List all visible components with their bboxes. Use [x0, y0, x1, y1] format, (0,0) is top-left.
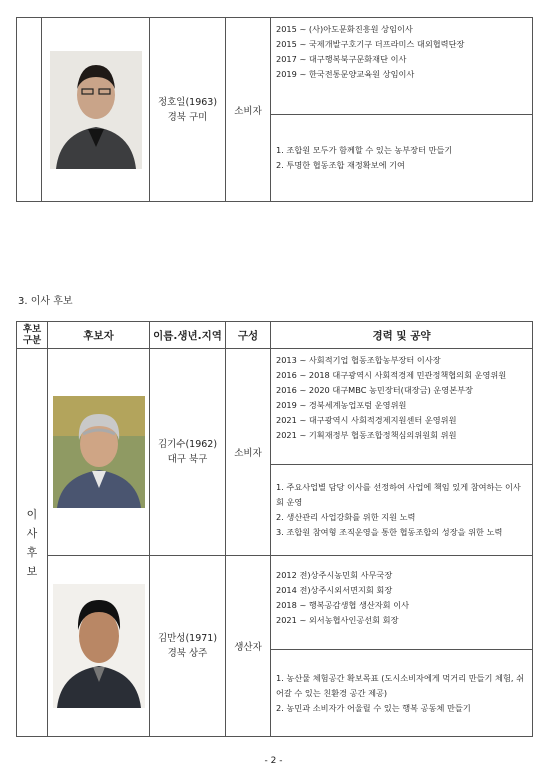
header-career: 경력 및 공약	[271, 322, 533, 349]
career-list	[271, 556, 533, 650]
section-title: 3. 이사 후보	[18, 296, 73, 307]
pledge-item: 1. 주요사업별 담당 이사를 선정하여 사업에 책임 있게 참여하는 이사회 운영	[276, 482, 521, 507]
career-item: 2014 전)상주시외서면지회 회장	[276, 585, 393, 595]
gubun-char: 보	[26, 564, 38, 578]
candidate-name: 김기수(1962)	[157, 439, 218, 450]
candidate-info	[150, 556, 226, 737]
gubun-char: 이	[26, 507, 38, 521]
director-candidate-table	[16, 321, 533, 737]
career-item: 2015 ~ (사)아도문화진흥원 상임이사	[276, 24, 413, 34]
gubun-label	[17, 349, 48, 737]
career-item: 2016 ~ 2018 대구광역시 사회적경제 민관정책협의회 운영위원	[276, 370, 507, 380]
candidate-table-continued	[16, 17, 533, 202]
candidate-region: 경북 구미	[167, 111, 208, 123]
candidate-photo	[53, 396, 145, 508]
gubun-char: 후	[26, 545, 38, 559]
candidate-info	[150, 349, 226, 556]
pledge-item: 3. 조합원 참여형 조직운영을 통한 협동조합의 성장을 위한 노력	[276, 527, 503, 537]
gubun-char: 사	[26, 526, 38, 540]
candidate-region: 대구 북구	[167, 454, 208, 465]
pledge-item: 2. 생산관리 사업강화를 위한 지원 노력	[276, 512, 416, 522]
candidate-info	[150, 18, 226, 202]
career-item: 2021 ~ 대구광역시 사회적경제지원센터 운영위원	[276, 415, 457, 425]
pledge-item: 2. 농민과 소비자가 어울릴 수 있는 행복 공동체 만들기	[276, 702, 471, 713]
career-item: 2019 ~ 한국전통문양교육원 상임이사	[276, 69, 415, 79]
pledge-item: 2. 투명한 협동조합 재정확보에 기여	[276, 160, 405, 170]
career-item: 2019 ~ 경북세계농업포럼 운영위원	[276, 400, 407, 410]
pledge-list	[271, 115, 533, 202]
candidate-photo	[50, 51, 142, 169]
career-item: 2021 ~ 외서농협사인공선회 회장	[276, 615, 399, 625]
career-item: 2013 ~ 사회적기업 협동조합농부장터 이사장	[276, 355, 441, 365]
candidate-role: 소비자	[226, 349, 271, 556]
candidate-region: 경북 상주	[167, 648, 208, 659]
pledge-list	[271, 465, 533, 556]
career-item: 2018 ~ 행복공감생협 생산자회 이사	[276, 600, 410, 610]
candidate-role: 생산자	[226, 556, 271, 737]
header-candidate: 후보자	[48, 322, 150, 349]
career-item: 2021 ~ 기획재정부 협동조합정책심의위원회 위원	[276, 430, 457, 440]
page-number: - 2 -	[264, 756, 283, 766]
career-item: 2017 ~ 대구행복북구문화재단 이사	[276, 54, 407, 64]
candidate-role: 소비자	[226, 18, 271, 202]
career-item: 2012 전)상주시농민회 사무국장	[276, 570, 393, 580]
career-list	[271, 18, 533, 115]
candidate-name: 김만성(1971)	[157, 633, 218, 644]
pledge-item: 1. 조합원 모두가 함께할 수 있는 농부장터 만들기	[276, 145, 453, 155]
career-item: 2015 ~ 국제개발구호기구 더프라미스 대외협력단장	[276, 39, 465, 49]
header-info: 이름.생년.지역	[150, 322, 226, 349]
candidate-name: 정호일(1963)	[157, 96, 218, 108]
career-item: 2016 ~ 2020 대구MBC 농민장터(대장금) 운영본부장	[276, 385, 473, 395]
candidate-photo-cell	[42, 18, 150, 202]
career-list	[271, 349, 533, 465]
pledge-item: 1. 농산물 체험공간 확보목표 (도시소비자에게 먹거리 만들기 체험, 쉬어갈 수 있는 친환경 공간 제공)	[276, 672, 524, 698]
candidate-photo-cell	[48, 556, 150, 737]
candidate-photo-cell	[48, 349, 150, 556]
header-role: 구성	[226, 322, 271, 349]
candidate-photo	[53, 584, 145, 708]
gubun-cell	[17, 18, 42, 202]
pledge-list	[271, 650, 533, 737]
header-gubun: 후보 구분	[17, 322, 48, 349]
